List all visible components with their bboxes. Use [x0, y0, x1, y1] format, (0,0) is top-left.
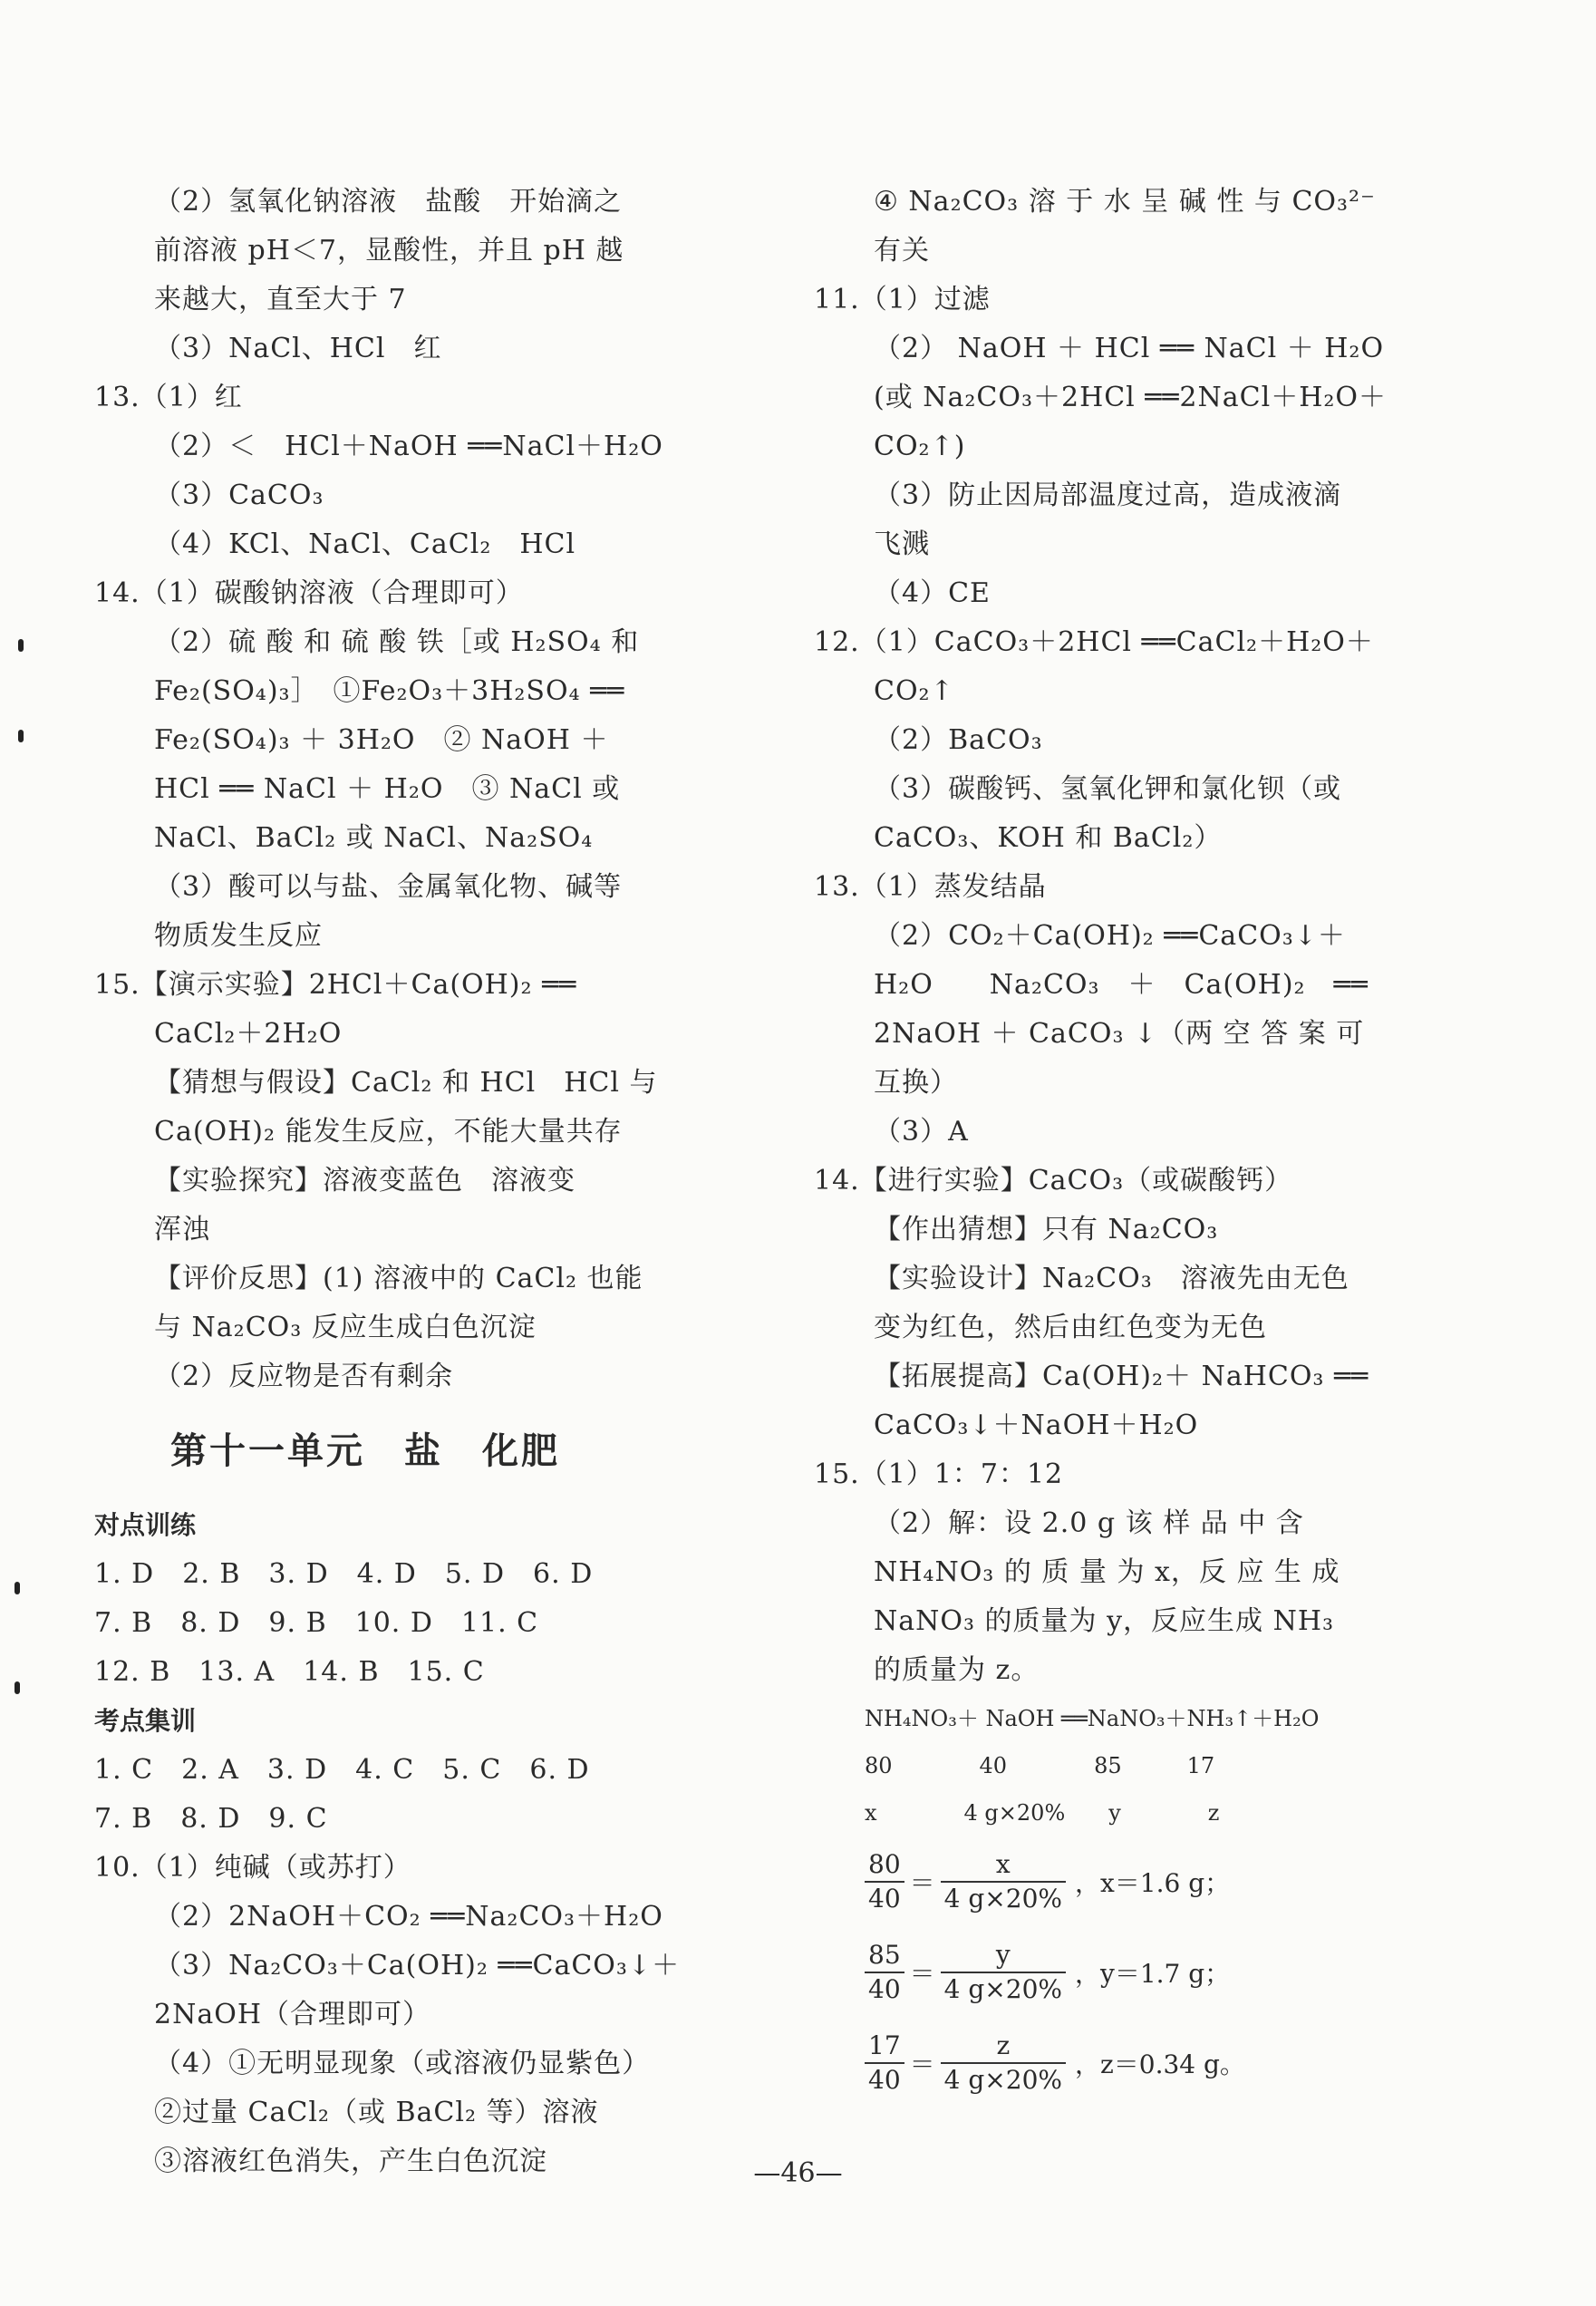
scan-mark [18, 730, 24, 742]
answer-line: 【实验探究】溶液变蓝色 溶液变 [154, 1165, 576, 1197]
answer-line: 7. B 8. D 9. C [94, 1803, 328, 1835]
answer-line: 【实验设计】Na₂CO₃ 溶液先由无色 [874, 1263, 1349, 1294]
fraction-right [941, 2030, 1066, 2097]
answer-line: Fe₂(SO₄)₃］ ①Fe₂O₃＋3H₂SO₄ ══ [154, 675, 625, 707]
equation-reaction: NH₄NO₃＋ NaOH ══NaNO₃＋NH₃↑＋H₂O [865, 1706, 1320, 1731]
fraction-right [941, 1848, 1066, 1915]
answer-line: （4）①无明显现象（或溶液仍显紫色） [154, 2048, 651, 2079]
denominator: 4 g×20% [943, 2065, 1062, 2095]
fraction-left [865, 1848, 904, 1915]
answer-line: 12.（1）CaCO₃＋2HCl ══CaCl₂＋H₂O＋ [814, 626, 1374, 658]
fraction-result: ，z＝0.34 g。 [1075, 2049, 1245, 2079]
answer-line: H₂O Na₂CO₃ ＋ Ca(OH)₂ ══ [874, 969, 1369, 1001]
answer-line: CO₂↑ [874, 675, 954, 707]
numerator: z [941, 2030, 1066, 2064]
answer-line: 15.【演示实验】2HCl＋Ca(OH)₂ ══ [94, 969, 577, 1001]
fraction-left [865, 2030, 904, 2097]
answer-line: 【拓展提高】Ca(OH)₂＋ NaHCO₃ ══ [874, 1361, 1369, 1392]
section-subheading: 考点集训 [94, 1706, 197, 1736]
fraction-result: ，x＝1.6 g； [1075, 1868, 1231, 1898]
answer-line: 14.（1）碳酸钠溶液（合理即可） [94, 577, 524, 609]
denominator: 40 [868, 1884, 901, 1914]
answer-line: 15.（1）1：7：12 [814, 1458, 1064, 1490]
answer-line: （2）氢氧化钠溶液 盐酸 开始滴之 [154, 186, 623, 218]
answer-line: （2）2NaOH＋CO₂ ══Na₂CO₃＋H₂O [154, 1901, 663, 1933]
section-subheading: 对点训练 [94, 1510, 197, 1540]
fraction-right [941, 1939, 1066, 2006]
answer-line: 7. B 8. D 9. B 10. D 11. C [94, 1607, 539, 1639]
answer-line: 变为红色，然后由红色变为无色 [874, 1312, 1267, 1343]
fraction-result: ，y＝1.7 g； [1075, 1959, 1231, 1989]
answer-line: Fe₂(SO₄)₃ ＋ 3H₂O ② NaOH ＋ [154, 724, 609, 756]
numerator: y [941, 1939, 1066, 1973]
page-number: —46— [753, 2157, 843, 2189]
answer-line: 1. C 2. A 3. D 4. C 5. C 6. D [94, 1754, 590, 1786]
answer-line: 13.（1）蒸发结晶 [814, 871, 1047, 903]
answer-line: （3）酸可以与盐、金属氧化物、碱等 [154, 871, 623, 903]
answer-line: 浑浊 [154, 1214, 210, 1245]
answer-line: （3）CaCO₃ [154, 480, 324, 511]
answer-line: NaNO₃ 的质量为 y，反应生成 NH₃ [874, 1605, 1335, 1637]
answer-line: 物质发生反应 [154, 920, 323, 952]
answer-line: CaCl₂＋2H₂O [154, 1018, 343, 1050]
denominator: 40 [868, 1974, 901, 2004]
answer-line: ③溶液红色消失，产生白色沉淀 [154, 2146, 547, 2177]
numerator: 80 [865, 1848, 904, 1883]
answer-line: ④ Na₂CO₃ 溶 于 水 呈 碱 性 与 CO₃²⁻ [874, 186, 1376, 218]
equals-sign: ＝ [909, 2049, 935, 2079]
equals-sign: ＝ [909, 1959, 935, 1989]
answer-line: CaCO₃↓＋NaOH＋H₂O [874, 1410, 1199, 1441]
left-column [94, 178, 681, 2186]
answer-line: （3）碳酸钙、氢氧化钾和氯化钡（或 [874, 773, 1342, 805]
answer-line: 飞溅 [874, 528, 930, 560]
answer-line: CO₂↑) [874, 431, 966, 462]
answer-line: （2）解：设 2.0 g 该 样 品 中 含 [874, 1507, 1304, 1539]
answer-line: 2NaOH（合理即可） [154, 1999, 430, 2030]
equation-masses: 80 40 85 17 [865, 1753, 1215, 1778]
answer-line: ②过量 CaCl₂（或 BaCl₂ 等）溶液 [154, 2097, 599, 2128]
answer-line: 10.（1）纯碱（或苏打） [94, 1852, 411, 1884]
scan-mark [18, 639, 24, 652]
fraction-equation [814, 1927, 1376, 2018]
answer-line: 1. D 2. B 3. D 4. D 5. D 6. D [94, 1558, 594, 1590]
numerator: 17 [865, 2030, 904, 2064]
answer-line: （4）CE [874, 577, 991, 609]
answer-line: （2）CO₂＋Ca(OH)₂ ══CaCO₃↓＋ [874, 920, 1346, 952]
answer-line: （3）A [874, 1116, 969, 1148]
answer-line: 来越大，直至大于 7 [154, 284, 407, 315]
answer-line: 【猜想与假设】CaCl₂ 和 HCl HCl 与 [154, 1067, 658, 1099]
answer-line: 【评价反思】(1) 溶液中的 CaCl₂ 也能 [154, 1263, 643, 1294]
denominator: 4 g×20% [943, 1974, 1062, 2004]
answer-line: (或 Na₂CO₃＋2HCl ══2NaCl＋H₂O＋ [874, 382, 1387, 413]
fraction-left [865, 1939, 904, 2006]
answer-line: Ca(OH)₂ 能发生反应，不能大量共存 [154, 1116, 623, 1148]
answer-line: 12. B 13. A 14. B 15. C [94, 1656, 485, 1688]
answer-line: HCl ══ NaCl ＋ H₂O ③ NaCl 或 [154, 773, 621, 805]
numerator: 85 [865, 1939, 904, 1973]
answer-line: 2NaOH ＋ CaCO₃ ↓（两 空 答 案 可 [874, 1018, 1365, 1050]
scan-mark [15, 1582, 20, 1594]
answer-line: 互换） [874, 1067, 958, 1099]
answer-line: NaCl、BaCl₂ 或 NaCl、Na₂SO₄ [154, 822, 594, 854]
answer-line: 【作出猜想】只有 Na₂CO₃ [874, 1214, 1219, 1245]
answer-line: （2）＜ HCl＋NaOH ══NaCl＋H₂O [154, 431, 663, 462]
answer-line: （3）防止因局部温度过高，造成液滴 [874, 480, 1342, 511]
answer-line: 14.【进行实验】CaCO₃（或碳酸钙） [814, 1165, 1293, 1197]
answer-line: 有关 [874, 235, 930, 266]
answer-line: （3）NaCl、HCl 红 [154, 333, 442, 364]
answer-line: NH₄NO₃ 的 质 量 为 x，反 应 生 成 [874, 1556, 1340, 1588]
answer-line: 11.（1）过滤 [814, 284, 991, 315]
answer-line: （4）KCl、NaCl、CaCl₂ HCl [154, 528, 576, 560]
unit-heading: 第十一单元 盐 化肥 [170, 1429, 560, 1472]
fraction-equation [814, 2018, 1376, 2108]
numerator: x [941, 1848, 1066, 1883]
scan-mark [15, 1681, 20, 1694]
fraction-equation [814, 1836, 1376, 1927]
answer-line: 与 Na₂CO₃ 反应生成白色沉淀 [154, 1312, 537, 1343]
answer-line: 的质量为 z。 [874, 1654, 1040, 1686]
answer-line: （2）BaCO₃ [874, 724, 1043, 756]
answer-line: 前溶液 pH＜7，显酸性，并且 pH 越 [154, 235, 624, 266]
answer-line: （2）反应物是否有剩余 [154, 1361, 454, 1392]
right-column [814, 178, 1387, 2108]
answer-line: CaCO₃、KOH 和 BaCl₂） [874, 822, 1223, 854]
answer-line: 13.（1）红 [94, 382, 243, 413]
equation-unknowns: x 4 g×20% y z [865, 1800, 1220, 1826]
answer-line: （2）硫 酸 和 硫 酸 铁［或 H₂SO₄ 和 [154, 626, 640, 658]
denominator: 40 [868, 2065, 901, 2095]
denominator: 4 g×20% [943, 1884, 1062, 1914]
equals-sign: ＝ [909, 1868, 935, 1898]
answer-line: （2） NaOH ＋ HCl ══ NaCl ＋ H₂O [874, 333, 1385, 364]
answer-line: （3）Na₂CO₃＋Ca(OH)₂ ══CaCO₃↓＋ [154, 1950, 681, 1981]
